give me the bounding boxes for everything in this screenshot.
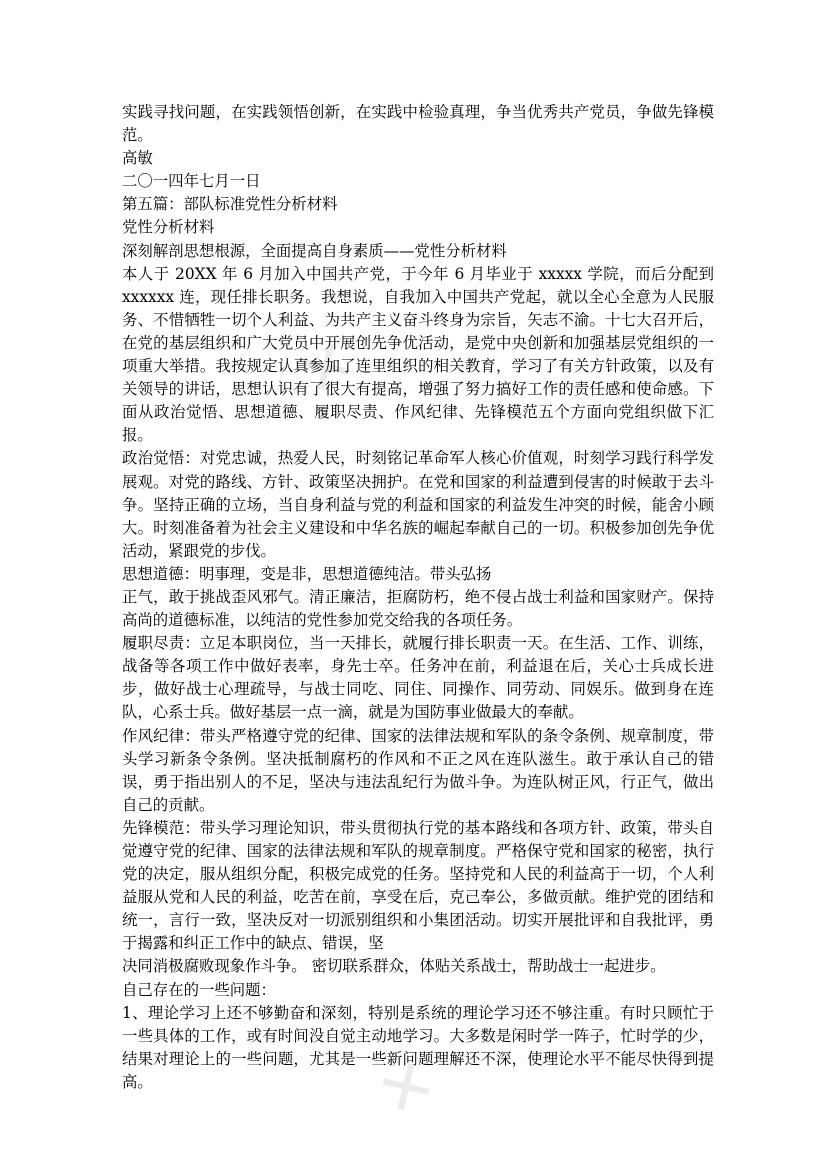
paragraph-moral: 正气，敢于挑战歪风邪气。清正廉洁，拒腐防朽，绝不侵占战士利益和国家财产。保持高尚的道德标准，以纯洁的党性参加党交给我的各项任务。: [122, 587, 714, 630]
paragraph-duty: 履职尽责：立足本职岗位，当一天排长，就履行排长职责一天。在生活、工作、训练，战备等各项工作中做好表率，身先士卒。任务冲在前，利益退在后，关心士兵成长进步，做好战士心理疏导，与战士同吃、同住、同操作、同劳动、同娱乐。做到身在连队，心系士兵。做好基层一点一滴，就是为国防事业做最大的奉献。: [122, 634, 714, 722]
paragraph-discipline: 作风纪律：带头严格遵守党的纪律、国家的法律法规和军队的条令条例、规章制度，带头学习新条令条例。坚决抵制腐朽的作风和不正之风在连队滋生。敢于承认自己的错误，勇于指出别人的不足，坚决与违法乱纪行为做斗争。为连队树正风，行正气，做出自己的贡献。: [122, 726, 714, 814]
paragraph-intro-closing: 实践寻找问题，在实践领悟创新，在实践中检验真理，争当优秀共产党员，争做先锋模范。: [122, 103, 714, 145]
problems-heading: 自己存在的一些问题：: [122, 980, 276, 999]
watermark: ✕: [284, 319, 375, 415]
problem-item-1: 1、理论学习上还不够勤奋和深刻，特别是系统的理论学习还不够注重。有时只顾忙于一些具体的工作，或有时间没自觉主动地学习。大多数是闲时学一阵子，忙时学的少，结果对理论上的一些问题，尤其是一些新问题理解还不深，使理论水平不能尽快得到提高。: [122, 1003, 714, 1091]
paragraph-vanguard: 先锋模范：带头学习理论知识，带头贯彻执行党的基本路线和各项方针、政策，带头自觉遵守党的纪律、国家的法律法规和军队的规章制度。严格保守党和国家的秘密，执行党的决定，服从组织分配，积极完成党的任务。坚持党和人民的利益高于一切，个人利益服从党和人民的利益，吃苦在前，享受在后，克己奉公，多做贡献。维护党的团结和统一，言行一致，坚决反对一切派别组织和小集团活动。切实开展批评和自我批评，勇于揭露和纠正工作中的缺点、错误，坚: [122, 818, 714, 953]
paragraph-vanguard-cont: 决同消极腐败现象作斗争。 密切联系群众，体贴关系战士，帮助战士一起进步。: [122, 957, 666, 976]
watermark: ✕: [364, 1039, 455, 1135]
document-body: [122, 101, 714, 1094]
date-line: 二〇一四年七月一日: [122, 172, 261, 191]
author-name: 高敏: [122, 149, 153, 168]
section-title: 第五篇：部队标准党性分析材料: [122, 195, 338, 214]
paragraph-political: 政治觉悟：对党忠诚，热爱人民，时刻铭记革命军人核心价值观，时刻学习践行科学发展观。对党的路线、方针、政策坚决拥护。在党和国家的利益遭到侵害的时候敢于去斗争。坚持正确的立场，当自身利益与党的利益和国家的利益发生冲突的时候，能舍小顾大。时刻准备着为社会主义建设和中华名族的崛起奉献自己的一切。积极参加创先争优活动，紧跟党的步伐。: [122, 449, 714, 560]
document-subtitle: 深刻解剖思想根源，全面提高自身素质——党性分析材料: [122, 241, 507, 260]
document-title: 党性分析材料: [122, 218, 215, 237]
paragraph-moral-heading: 思想道德：明事理，变是非，思想道德纯洁。带头弘扬: [122, 564, 492, 583]
paragraph-background: 本人于 20XX 年 6 月加入中国共产党，于今年 6 月毕业于 xxxxx 学院，而后分配到 xxxxxx 连，现任排长职务。我想说，自我加入中国共产党起，就以全心全意为人民服务、不惜牺牲一切个人利益、为共产主义奋斗终身为宗旨，矢志不渝。十七大召开后，在党的基层组织和广大党员中开展创先争优活动，是党中央创新和加强基层党组织的一项重大举措。我按规定认真参加了连里组织的相关教育，学习了有关方针政策，以及有关领导的讲话，思想认识有了很大有提高，增强了努力搞好工作的责任感和使命感。下面从政治觉悟、思想道德、履职尽责、作风纪律、先锋模范五个方面向党组织做下汇报。: [122, 264, 714, 445]
